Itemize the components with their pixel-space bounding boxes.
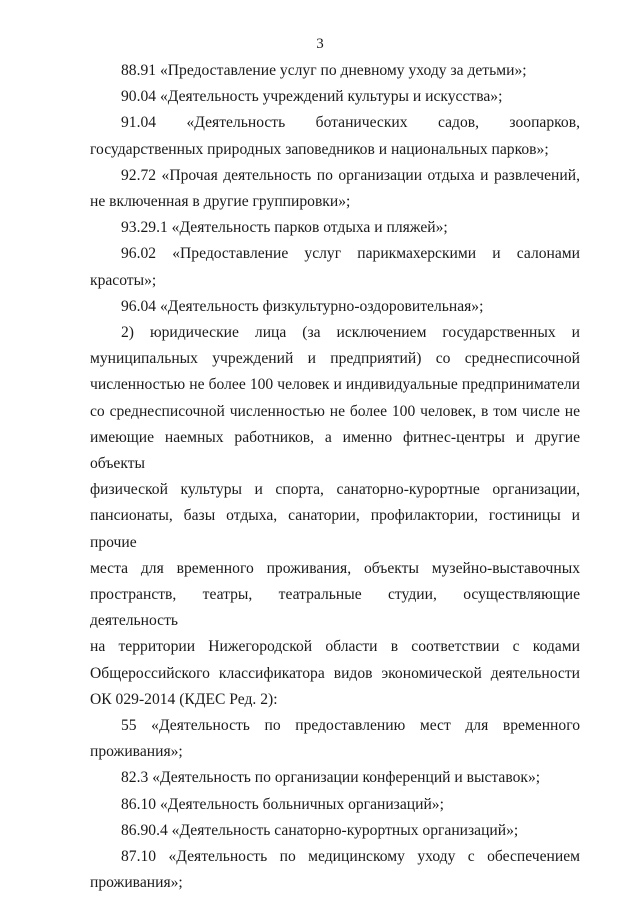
paragraph-line: пансионаты, базы отдыха, санатории, профилактории, гостиницы и прочие [90,507,580,551]
paragraph-line: 82.3 «Деятельность по организации конференций и выставок»; [121,769,541,787]
paragraph-line: имеющие наемных работников, а именно фитнес-центры и другие объекты [90,428,580,473]
paragraph-line: 93.29.1 «Деятельность парков отдыха и пляжей»; [121,219,448,237]
paragraph-line: государственных природных заповедников и национальных парков»; [90,140,549,158]
document-body [90,58,580,897]
paragraph-line: на территории Нижегородской области в соответствии с кодами [90,638,580,656]
paragraph [90,844,580,896]
paragraph-line: 90.04 «Деятельность учреждений культуры и искусства»; [121,88,503,106]
paragraph [90,713,580,765]
paragraph-line: 96.02 «Предоставление услуг парикмахерскими и салонами [121,245,580,263]
paragraph [90,163,580,215]
paragraph [90,110,580,162]
paragraph-line: 86.90.4 «Деятельность санаторно-курортных организаций»; [121,821,519,839]
paragraph-line: со среднесписочной численностью не более 100 человек, в том числе не [90,402,580,420]
paragraph-line: численностью не более 100 человек и индивидуальные предприниматели [90,376,580,394]
paragraph [90,215,580,241]
paragraph [90,294,580,320]
paragraph-line: места для временного проживания, объекты музейно-выставочных [90,559,580,577]
paragraph-line: 55 «Деятельность по предоставлению мест для временного [121,717,580,735]
paragraph [90,241,580,293]
paragraph [90,58,580,84]
paragraph-line: Общероссийского классификатора видов экономической деятельности [90,664,580,682]
paragraph-line: пространств, театры, театральные студии, осуществляющие деятельность [90,586,580,630]
paragraph [90,792,580,818]
paragraph-line: 2) юридические лица (за исключением государственных и [121,324,580,342]
paragraph-line: 87.10 «Деятельность по медицинскому уходу с обеспечением [121,848,580,866]
paragraph-line: не включенная в другие группировки»; [90,193,351,211]
paragraph-line: ОК 029-2014 (КДЕС Ред. 2): [90,690,278,708]
paragraph-line: 88.91 «Предоставление услуг по дневному уходу за детьми»; [121,62,527,79]
paragraph [90,84,580,110]
page-number: 3 [316,36,324,52]
paragraph-line: физической культуры и спорта, санаторно-курортные организации, [90,481,580,499]
paragraph-line: проживания»; [90,874,183,892]
paragraph-line: 91.04 «Деятельность ботанических садов, зоопарков, [121,114,580,132]
paragraph-line: муниципальных учреждений и предприятий) со среднесписочной [90,350,580,368]
paragraph [90,765,580,791]
paragraph-line: 96.04 «Деятельность физкультурно-оздоровительная»; [121,297,484,315]
paragraph-line: 86.10 «Деятельность больничных организаций»; [121,795,444,813]
paragraph-line: красоты»; [90,271,157,289]
paragraph-line: 92.72 «Прочая деятельность по организации отдыха и развлечений, [121,166,580,184]
paragraph-line: проживания»; [90,743,183,761]
paragraph [90,818,580,844]
paragraph [90,320,580,713]
